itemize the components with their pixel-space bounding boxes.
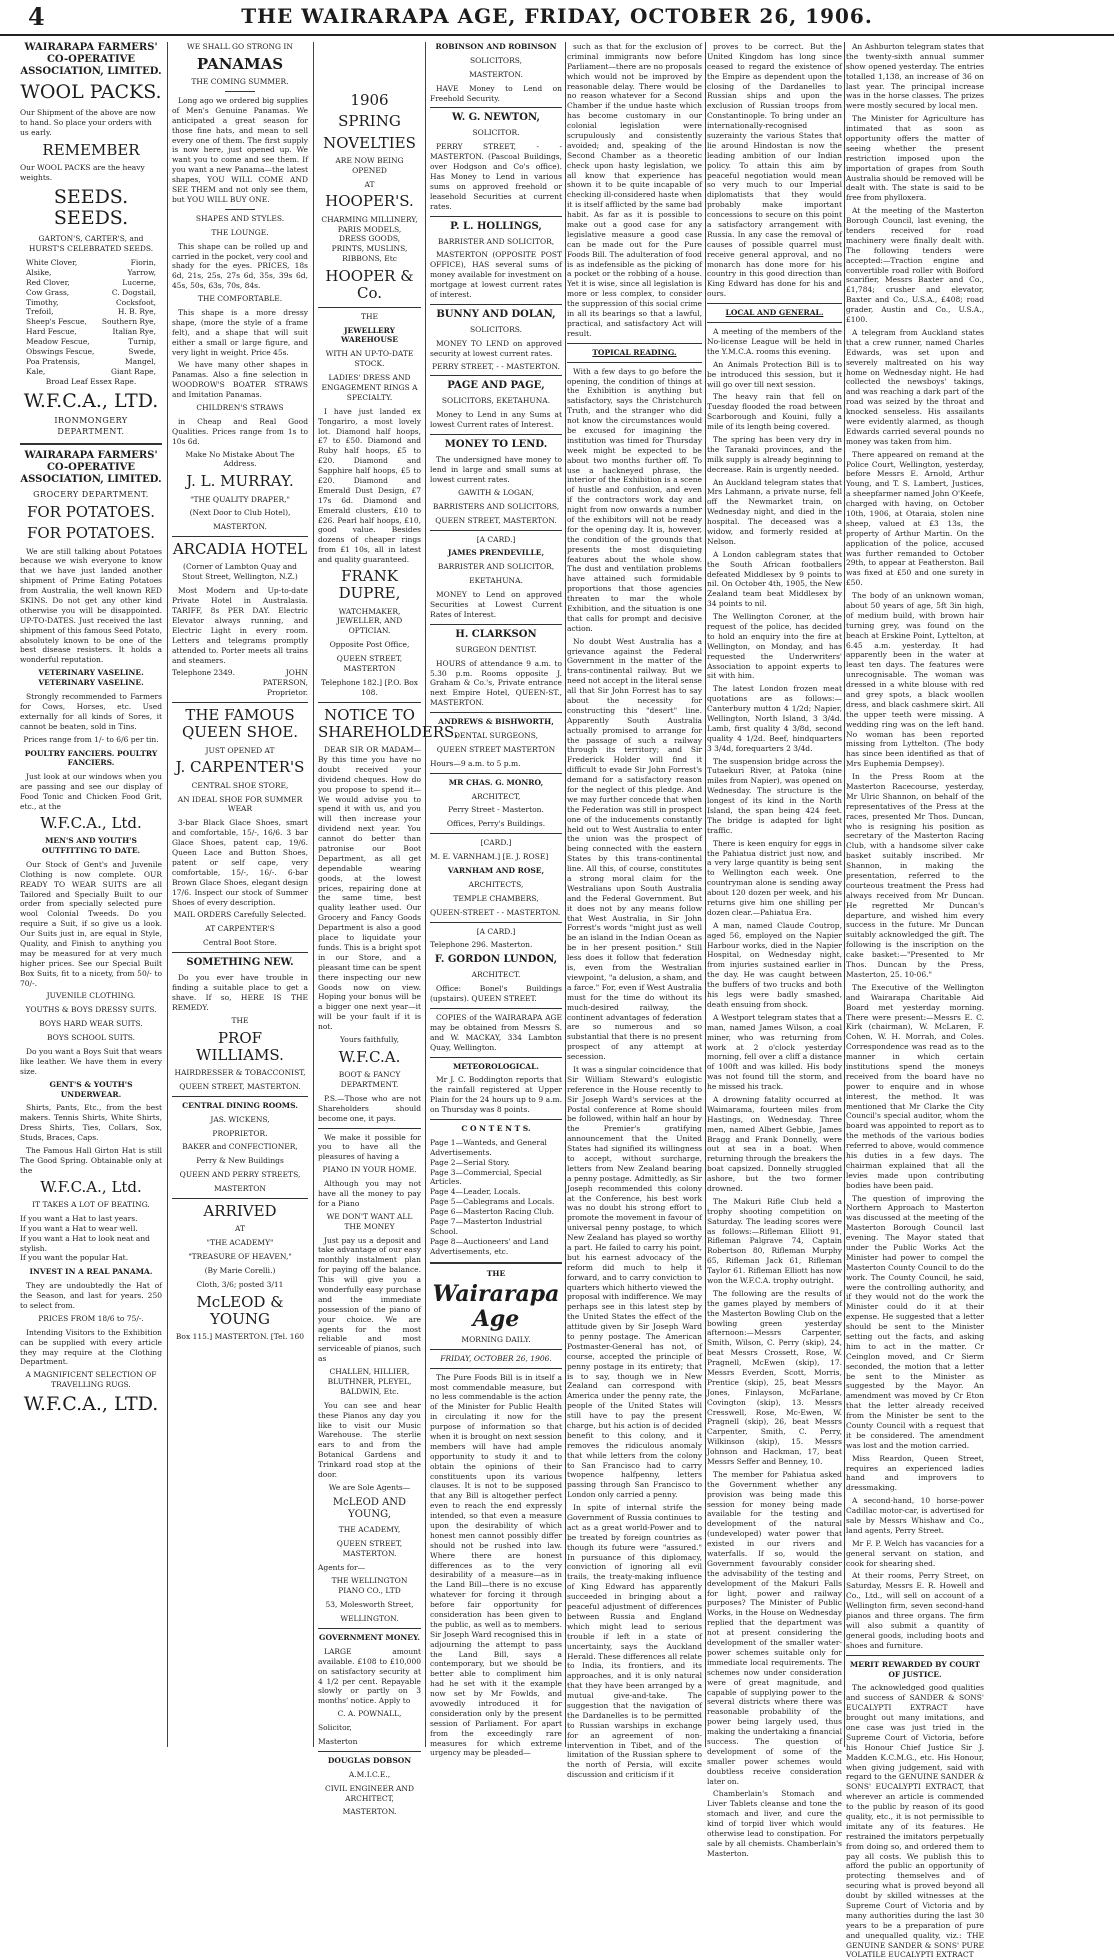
ad-heading: MR CHAS. G. MONRO, — [448, 777, 544, 787]
ad-subheading: SHAPES AND STYLES. — [195, 213, 285, 223]
ad-subheading: GROCERY DEPARTMENT. — [33, 489, 149, 499]
ad-body: QUEEN STREET, MASTERTON. — [435, 515, 557, 525]
hat-list: If you want a Hat to last years. If you want a Hat to wear well. If you want a Hat to look neat and stylish. If you want the popular Hat. — [20, 1213, 150, 1263]
ad-heading: REMEMBER — [42, 140, 140, 159]
ad-body: Opposite Post Office, — [329, 640, 410, 650]
ad-body: THE — [231, 1015, 249, 1025]
newspaper-title: THE WAIRARAPA AGE, FRIDAY, OCTOBER 26, 1906. — [241, 4, 873, 28]
ad-footer: Telephone 182.] [P.O. Box 108. — [320, 677, 419, 697]
ad-heading: VARNHAM AND ROSE, — [447, 865, 545, 875]
ad-subheading: BARRISTER AND SOLICITOR, — [437, 236, 555, 246]
ad-subheading: PIANO IN YOUR HOME. — [322, 1165, 417, 1175]
ad-subheading: BARRISTER AND SOLICITOR, — [437, 562, 555, 572]
ad-body: Perry Street - Masterton. — [448, 805, 544, 815]
ad-heading: W.F.C.A. — [338, 1047, 401, 1066]
ad-body: AT CARPENTER'S — [205, 924, 275, 934]
article-body: The Makuri Rifle Club held a trophy shooting competition on Saturday. The leading scores were as follows:—Rifleman Elliott 91, Rifleman Palgrave 74, Captain Robertson 80, Rifleman Murphy 65, Rifleman Jack 61, Rifleman Taylor 61. Rifleman Elliott has now won the W.F.C.A. trophy outright. — [707, 1196, 842, 1285]
article-body: At their rooms, Perry Street, on Saturday, Messrs E. R. Howell and Co., Ltd., will sell on account of a Wellington firm, seven second-hand pianos and three organs. The firm will also submit a quantity of general goods, including boots and shoes and furniture. — [846, 1571, 984, 1650]
ad-subheading: SOLICITORS, EKETAHUNA. — [441, 396, 551, 406]
ad-body: Cloth, 3/6; posted 3/11 — [196, 1279, 284, 1289]
ad-body: Although you may not have all the money to pay for a Piano — [318, 1179, 421, 1208]
ad-subheading: ARE NOW BEING OPENED — [335, 155, 404, 175]
ad-heading: HOOPER & Co. — [325, 267, 414, 303]
ad-body: [A CARD.] — [476, 534, 516, 544]
ad-heading: PAGE AND PAGE, — [447, 380, 545, 392]
ad-body: DEAR SIR OR MADAM— By this time you have no doubt received your dividend cheques. How do you propose to spend it—We would advise you to spend it with us, and you will then increase your dividend next year. You cannot do better than patronise our Boot Department, as all get dependable wearing goods, at the lowest prices, repairing done at the same time, best quality leather used. Our Grocery and Fancy Goods Department is also a good place to liquidate your funds. This is a bright spot in our Store, and a pleasant time can be spent there inspecting our new Goods now on view. Hoping your bonus will be a bigger one next year—it will be your fault if it is not. — [318, 745, 421, 1032]
ad-subheading: INVEST IN A REAL PANAMA. — [29, 1267, 153, 1277]
ad-heading: W.F.C.A., LTD. — [23, 389, 159, 412]
ad-body: Central Boot Store. — [203, 938, 277, 948]
article-body: It was a singular coincidence that Sir William Steward's eulogistic reference in the House recently to Sir Joseph Ward's services at the Postal conference at Rome should be followed, within half an hour by the Premier's gratifying announcement that the United States had signified its willingness to accept, without surcharge, letters from New Zealand bearing a penny postage. Admittedly, as Sir Joseph recommended this colony at the Conference, his best work was no doubt his strong effort to promote the movement in favour of universal penny postage, to which New Zealand has played so worthy a part. He failed to carry his point, but his earnest advocacy of the reform did much to help it forward, and to carry conviction to quarters which hitherto viewed the proposal with indifference. We may perhaps see in this latest step by the United States the effect of the attitude given by Sir Joseph Ward to penny postage. The American Postmaster-General has not, of course, accepted the principle of penny postage in its entirety; that is to say, though we in New Zealand can correspond with America under the penny rate, the people of the United States will still have to pay the present charge, but his action is of decided benefit to this colony, and it removes the ridiculous anomaly that while letters from the colony to San Francisco had to carry twopence halfpenny, letters passing through San Francisco to London only carried a penny. — [567, 1064, 702, 1500]
ad-heading: J. CARPENTER'S — [175, 758, 305, 777]
section-heading: METEOROLOGICAL. — [452, 1061, 539, 1071]
ad-subheading: IT TAKES A LOT OF BEATING. — [32, 1199, 150, 1209]
column-rule — [844, 42, 845, 1747]
ad-body: LARGE amount available. £108 to £10,000 on satisfactory security at 4 1/2 per cent. Repayable slowly or partly on 3 months' notice. Apply to — [318, 1646, 421, 1706]
ad-subheading: BOYS HARD WEAR SUITS. — [39, 1019, 143, 1029]
ad-body: Strongly recommended to Farmers for Cows, Horses, etc. Used externally for all kinds of Sores, it cannot be beaten, sold in Tins. — [20, 692, 162, 731]
ad-subheading: WATCHMAKER, JEWELLER, AND OPTICIAN. — [336, 606, 403, 636]
ad-body: [A CARD.] — [476, 926, 516, 936]
ad-body: Solicitor, — [318, 1723, 352, 1733]
article-body: The Minister for Agriculture has intimated that as soon as opportunity offers the matter of seeing whether the present restriction imposed upon the importation of grapes from South Australia should be removed will be dealt with. The state is said to be free from phylloxera. — [846, 114, 984, 203]
ad-heading: FOR POTATOES. — [26, 524, 156, 543]
ad-heading: FOR POTATOES. — [26, 503, 156, 522]
ad-heading: JAMES PRENDEVILLE, — [447, 548, 545, 558]
column-1 — [20, 42, 162, 1747]
article-body: With a few days to go before the opening, the condition of things at the Exhibition is anything but satisfactory, says the Christchurch Truth, and the stranger who did not know the circumstances would be excused for imagining the institution was timed for Thursday week might be expected to be about two months further off. To use a hackneyed phrase, the interior of the Exhibition is a scene of hustle and confusion, and even if the contractors work day and night from now onwards a number of the exhibitors will not be ready for the opening day. It is, however, the condition of the grounds that presents the most disquieting features about the whole show. The dust and ventilation problems have attained such formidable proportions that those agencies threaten to mar the whole Exhibition, and the situation is one that calls for prompt and decisive action. — [567, 366, 702, 633]
ad-body: I have just landed ex Tongariro, a most lovely lot. Diamond half hoops, £7 to £50. Diamond and Ruby half hoops, £5 to £20. Diamond and Sapphire half hoops, £5 to £20. Diamond and Emerald Dust Design, £7 17s 6d. Diamond and Emerald clusters, £10 to £26. Pearl half hoops, £10, good value. Besides dozens of cheaper rings from £1 10s, all in latest and quality guaranteed. — [318, 406, 421, 565]
contents-list: Page 1—Wanteds, and General Advertisements. Page 2—Serial Story. Page 3—Commercial, Special Articles. Page 4—Leader, Locals. Page 5—Cablegrams and Locals. Page 6—Masterton Racing Club. Page 7—Masterton Industrial School. Page 8—Auctioneers' and Land Advertisements, etc. — [430, 1137, 555, 1256]
ad-subheading: GARTON'S, CARTER'S, and HURST'S CELEBRATED SEEDS. — [28, 234, 154, 254]
ad-body: THE — [360, 311, 379, 321]
ad-body: QUEEN STREET, MASTERTON. — [336, 1538, 403, 1558]
ad-body: Money to Lend in any Sums at lowest Current rates of Interest. — [430, 410, 562, 430]
ad-subheading: JUST OPENED AT — [205, 745, 275, 755]
ad-body: AT — [364, 179, 375, 189]
ad-body: BAKER and CONFECTIONER, — [182, 1142, 298, 1152]
ad-body: Just look at our windows when you are passing and see our display of Food Tonic and Chicken Food Grit, etc., at the — [20, 772, 162, 811]
ad-subheading: VETERINARY VASELINE. VETERINARY VASELINE. — [38, 668, 144, 688]
ad-subheading: YOUTHS & BOYS DRESSY SUITS. — [25, 1005, 157, 1015]
article-body: Chamberlain's Stomach and Liver Tablets cleanse and tone the stomach and liver, and cure the kind of torpid liver which would otherwise lead to constipation. For sale by all chemists. Chamberlain's Masterton. — [707, 1789, 842, 1858]
ad-subheading: ARCHITECT, — [471, 791, 521, 801]
ad-body: in Cheap and Real Good Qualities. Prices range from 1s to 10s 6d. — [172, 416, 308, 446]
ad-body: MASTERTON. — [342, 1807, 397, 1817]
section-heading: THE — [486, 1268, 506, 1278]
ad-body: Just pay us a deposit and take advantage of our easy monthly instalment plan for paying off the balance. This will give you a wonderfully easy purchase and the immediate possession of the piano of your choice. We are agents for the most reliable and most serviceable of pianos, such as — [318, 1235, 421, 1364]
ad-body: Our Stock of Gent's and Juvenile Clothing is now complete. OUR READY TO WEAR SUITS are all Tailored and Specially Built to our order from specially selected pure wool Colonial Tweeds. Do you require a Suit, if so give us a look. Our Suits just in, are equal in Style, Quality, and Finish to anything you may be measured for at very much higher prices. See our Special Built Box Suits, fit to a nicety, from 50/- to 70/-. — [20, 859, 162, 988]
ad-heading: H. CLARKSON — [455, 628, 537, 640]
ad-heading: McLEOD AND YOUNG, — [332, 1496, 407, 1520]
ad-body: 3-bar Black Glace Shoes, smart and comfortable, 15/-, 16/6. 3 bar Glace Shoes, patent cap, 19/6. Queen Lace and Button Shoes, patent or self cape, very comfortable, 15/-, 16/-. 6-bar Brown Glace Shoes, elegant design 17/6. Inspect our stock of Summer Shoes of every description. — [172, 818, 308, 907]
ad-subheading: CENTRAL SHOE STORE, — [191, 780, 289, 790]
ad-body: WELLINGTON. — [340, 1614, 399, 1624]
ad-body: This shape can be rolled up and carried in the pocket, very cool and shady for the eyes. PRICES, 18s 6d, 21s, 25s, 27s 6d, 35s, 39s 6d, 45s, 50s, 63s, 70s, 84s. — [172, 241, 308, 291]
ad-body: MASTERTON (OPPOSITE POST OFFICE), HAS several sums of money available for investment on mortgage at lowest current rates of interest. — [430, 250, 562, 300]
ad-heading: McLEOD & YOUNG — [196, 1292, 284, 1328]
ad-subheading: SOLICITORS. — [470, 324, 522, 334]
ad-subheading: SURGEON DENTIST. — [455, 644, 537, 654]
ad-body: Offices, Perry's Buildings. — [446, 819, 546, 829]
ad-body: BARRISTERS AND SOLICITORS, — [432, 501, 560, 511]
article-body: The body of an unknown woman, about 50 years of age, 5ft 3in high, of medium build, with brown hair turning grey, was found on the beach at Erskine Point, Lyttelton, at 6.45 a.m. yesterday. It had apparently been in the water at least ten days. The features were unrecognisable. The woman was dressed in a white blouse with red and grey spots, a black woollen dress, and black cashmere skirt. All the upper teeth were missing. A wedding ring was on the left hand. No woman has been reported missing from Lyttelton. (The body has since been identified as that of Mrs Euphemia Dempsey). — [846, 591, 984, 769]
column-7 — [846, 42, 984, 1960]
article-body: A London cablegram states that the South African footballers defeated Middlesex by 9 points to nil. On October 4th, 1905, the New Zealand team beat Middlesex by 34 points to nil. — [707, 549, 842, 609]
ad-subheading: WE DON'T WANT ALL THE MONEY — [326, 1211, 413, 1231]
ad-subheading: WITH AN UP-TO-DATE STOCK. — [325, 349, 414, 369]
ad-heading: ARRIVED — [203, 1202, 277, 1221]
ad-body: MONEY to Lend on approved Securities at Lowest Current Rates of Interest. — [430, 590, 562, 619]
article-body: A Westport telegram states that a man, named James Wilson, a coal miner, who was returning from work at 2 o'clock yesterday morning, fell over a cliff a distance of 100ft and was killed. His body was not found till the storm, and he missed his track. — [707, 1012, 842, 1092]
ad-body: THE ACADEMY, — [338, 1524, 401, 1534]
issue-date: FRIDAY, OCTOBER 26, 1906. — [440, 1353, 552, 1363]
article-body: There appeared on remand at the Police Court, Wellington, yesterday, before Messrs E. Arnold, Arthur Young, and T. S. Lambert, Justices, a sheepfarmer named John O'Keefe, charged with having, on October 10th, 1906, at Otaraia, stolen nine sheep, valued at £3 13s, the property of Arthur Martin. On the application of the police, accused was further remanded to October 29th, to appear at Featherston. Bail was fixed at £50 and one surety in £50. — [846, 449, 984, 588]
ad-body: P.S.—Those who are not Shareholders should become one, it pays. — [318, 1093, 421, 1123]
article-body: proves to be correct. But the United Kingdom has long since ceased to regard the existence of the Empire as dependent upon the closing of the Dardanelles to Russian ships and upon the exclusion of Russian troops from Constantinople. To bring under an internationally-recognised suzerainty the various States that lie around Hindostan is now the leading ambition of our Indian policy. To attain this aim by peaceful negotiation would mean so very much to our Imperial diplomatists that they would probably make important concessions to secure on this point a satisfactory arrangement with Russia. In any case the removal of causes of possible quarrel must receive general approval, and no monarch has done more for his country in this good direction than King Edward has done for his and ours. — [707, 42, 842, 299]
article-body: A man, named Claude Coutrop, aged 56, employed on the Napier Harbour works, died in the Napier Hospital, on Wednesday night, from injuries sustained earlier in the day. He was caught between the buffers of two trucks and both his legs were badly smashed, death ensuing from shock. — [707, 920, 842, 1009]
ad-subheading: LADIES' DRESS AND ENGAGEMENT RINGS A SPECIALTY. — [321, 373, 418, 402]
ad-heading: ARCADIA HOTEL — [172, 540, 308, 559]
ad-subheading: ARCHITECT. — [471, 970, 521, 980]
ad-body: (Corner of Lambton Quay and Stout Street, Wellington, N.Z.) — [182, 562, 298, 582]
ad-subheading: CHALLEN, HILLIER, BLUTHNER, PLEYEL, BALDWIN, Etc. — [327, 1367, 412, 1396]
ad-heading: W.F.C.A., Ltd. — [40, 1177, 142, 1196]
column-4 — [430, 42, 562, 1758]
ad-heading: NOTICE TO SHAREHOLDERS. — [318, 705, 459, 741]
article-body: such as that for the exclusion of criminal immigrants now before Parliament—there are no proposals which would not be improved by reasonable delay. There would be no reason whatever for a Second Chamber if the undue haste which has become customary in our colonial legislation were scrupulously and consistently avoided; and, speaking of the Second Chamber as a theoretic check upon hasty legislation, we all know that experience has shown it to be quite incapable of checking ill-considered haste when it is itself afflicted by the same bad habit. As far as it is possible to make out a good case for any legislative measure a good case can be made out for the Pure Foods Bill. The adulteration of food is as indefensible as the picking of a pocket or the robbing of a house. Yet it is wise, since all legislation is more or less complex, to consider the suppression of this social crime in all its bearings so that a lawful, practical, and satisfactory Act will result. — [567, 42, 703, 338]
ad-body: Our Shipment of the above are now to hand. So place your orders with us early. — [20, 107, 156, 137]
ad-body: (Next Door to Club Hotel), — [189, 508, 291, 518]
ad-body: Agents for— — [318, 1562, 366, 1572]
ad-body: Make No Mistake About The Address. — [185, 449, 295, 469]
ad-subheading: GENT'S & YOUTH'S UNDERWEAR. — [49, 1079, 133, 1099]
article-body: The spring has been very dry in the Taranaki provinces, and the milk supply is already beginning to decrease. Rain is urgently needed. — [707, 434, 842, 474]
ad-heading: FRANK DUPRE, — [338, 567, 401, 603]
ad-heading: BUNNY AND DOLAN, — [436, 308, 556, 320]
ad-body: QUEEN-STREET - - MASTERTON. — [430, 907, 561, 917]
article-body: The question of improving the Northern Approach to Masterton was discussed at the meeting of the Masterton Borough Council last evening. The Mayor stated that under the Public Works Act the Minister had power to compel the Masterton County Council to do the work. The County Council, he said, were the controlling authority, and if they would not do the work the Minister could do it at their expense. He suggested that a letter should be sent to the Minister setting out the facts, and asking him to act in the matter. Cr Ceinglon moved, and Cr Sierm seconded, the motion that a letter be sent to the Minister as suggested by the Mayor. An amendment was moved by Cr Eton that the letter already received from the Minister be sent to the County Council with a request that it be considered. The amendment was lost and the motion carried. — [846, 1193, 984, 1450]
ad-body: Shirts, Pants, Etc., from the best makers. Tennis Shirts, White Shirts, Dress Shirts, Ties, Collars, Sox, Studs, Braces, Caps. — [20, 1103, 162, 1143]
ad-body: Perry & New Buildings — [196, 1156, 284, 1166]
ad-subheading: POULTRY FANCIERS. POULTRY FANCIERS. — [24, 748, 158, 768]
wfa-header: WAIRARAPA FARMERS' CO-OPERATIVE ASSOCIATION, LIMITED. — [20, 42, 162, 77]
ad-body: MONEY TO LEND on approved security at lowest current rates. — [430, 338, 562, 358]
ad-heading: SPRING — [338, 112, 401, 131]
paper-nameplate: Wairarapa Age — [432, 1281, 560, 1332]
article-body: The Wellington Coroner, at the request of the police, has decided to hold an enquiry into the fire at Wellington, on Monday, and has requested the Underwriters' Association to appoint experts to sit with him. — [707, 612, 842, 681]
article-body: An Ashburton telegram states that the twenty-sixth annual summer show opened yesterday. The entries totalled 1,138, an increase of 36 on last year. The principal increase was in the horse classes. The prizes were mostly secured by local men. — [846, 42, 984, 111]
article-body: A meeting of the members of the No-license League will be held in the Y.M.C.A. rooms this evening. — [707, 327, 842, 356]
article-body: A drowning fatality occurred at Waimarama, fourteen miles from Hastings, on Wednesday. Three men, named Albert Gebbie, James Bragg and Frank Donnelly, were out at sea in a boat. When returning through the breakers the boat capsized. Donnelly struggled ashore, but the two former drowned. — [707, 1094, 842, 1193]
ad-heading: W.F.C.A., Ltd. — [40, 813, 142, 832]
ad-body: They are undoubtedly the Hat of the Season, and last for years. 250 to select from. — [20, 1281, 162, 1310]
ad-body: MASTERTON. — [213, 522, 267, 532]
ad-body: You can see and hear these Pianos any day you like to visit our Music Warehouse. The sterlie ears to and from the Botanical Gardens and Trinkard road stop at the door. — [318, 1400, 421, 1480]
ad-body: M. E. VARNHAM.] [E. J. ROSE] — [430, 852, 549, 862]
column-6 — [707, 42, 842, 1858]
ad-heading: F. GORDON LUNDON, — [434, 954, 558, 966]
ad-subheading: BOYS SCHOOL SUITS. — [46, 1033, 136, 1043]
ad-heading: SOMETHING NEW. — [186, 957, 294, 969]
page-number: 4 — [28, 2, 45, 31]
article-body: Miss Reardon, Queen Street, requires an experienced ladies hand and improvers to dressmaking. — [846, 1453, 984, 1493]
ad-body: MASTERTON. — [469, 69, 523, 79]
ad-heading: PANAMAS — [196, 54, 284, 73]
column-5 — [567, 42, 703, 1780]
ad-heading: W.F.C.A., LTD. — [23, 1393, 159, 1416]
seed-list: White Clover, Fiorin, Alsike, Yarrow, Red Clover, Lucerne, Cow Grass, C. Dogstail, Timothy, Cocksfoot, Trefoil, H. B. Rye, Sheep's Fescue, Southern Rye, Hard Fescue, Italian Rye, Meadow Fescue, Turnip, Obswings Fescue, Swede, Poa Pratensis, Mangel, Kale, Giant Rape, Broad Leaf Essex Rape. — [26, 258, 156, 386]
column-3 — [318, 42, 459, 1817]
column-2 — [172, 42, 308, 1747]
ad-body: We are Sole Agents— — [328, 1482, 411, 1492]
ad-heading: MONEY TO LEND. — [444, 439, 548, 451]
article-body: No doubt West Australia has a grievance against the Federal Government in the matter of the trans-continental railway. But we need not accept in the literal sense all that Sir John Forrest has to say about the necessity for constructing this "desert" line. Apparently South Australia actually promised to arrange for the passage of such a railway through its territory; and Sir Frederick Holder will find it difficult to evade Sir John Forrest's demand for a satisfactory reason for the neglect of this pledge. And we may further concede that when the Federation was still in prospect one of the inducements constantly held out to West Australia to enter the union was the prospect of being connected with the eastern States by this trans-continental line. All this, of course, constitutes a strong moral claim for the Westralians upon South Australia and the Federal Government. But it does not by any means follow that West Australia, in Sir John Forrest's words "might just as well be an island in the Indian Ocean as be in her present position." Still less does it follow that federation is, even from the Westralian viewpoint, "a delusion, a sham, and a farce." For, even if West Australia must for the time do without its much-desired railway, the continent advantages of federation are so numerous and so substantial that there is no present prospect of any attempt at secession. — [567, 636, 702, 1062]
ad-body: AT — [234, 1224, 245, 1234]
section-heading: TOPICAL READING. — [592, 347, 677, 357]
ad-body: Yours faithfully, — [340, 1034, 399, 1044]
article-body: The following are the results of the games played by members of the Masterton Bowling Club on the bowling green yesterday afternoon:—Messrs Carpenter, Smith, Wilson, C. Perry (skip), 24, beat Messrs Crossett, Rose, W. Pragnell, McEwen (skip), 17. Messrs Everden, Scott, Morris, Prentice (skip), 25, beat Messrs Jones, Finlayson, McFarlane, Covington (skip), 13. Messrs Cresswell, Rose, Mc-Ewen, W. Pragnell (skip), 26, beat Messrs Carpenter, Smith, C. Perry, Wilkinson (skip), 15. Messrs Johnson and Hackman, 17, beat Messrs Seffer and Benney, 10. — [707, 1288, 842, 1467]
ad-subheading: IRONMONGERY DEPARTMENT. — [54, 416, 128, 436]
ad-heading: CENTRAL DINING ROOMS. — [182, 1100, 298, 1110]
ad-body: C. A. POWNALL, — [337, 1709, 402, 1719]
ad-body: CIVIL ENGINEER AND ARCHITECT, — [325, 1783, 414, 1803]
ad-footer: Box 115.] MASTERTON. [Tel. 160 — [175, 1332, 305, 1342]
ad-subheading: BOOT & FANCY DEPARTMENT. — [338, 1070, 401, 1089]
article-body: An Auckland telegram states that Mrs Lahmann, a private nurse, fell off the Newmarket train, on Wednesday night, and died in the hospital. The deceased was a widow, and formerly resided at Nelson. — [707, 477, 842, 546]
ad-heading: NOVELTIES — [323, 133, 416, 152]
ad-list: CHARMING MILLINERY, PARIS MODELS, DRESS GOODS, PRINTS, MUSLINS, RIBBONS, Etc — [321, 214, 418, 264]
ad-body: THE WELLINGTON PIANO CO., LTD — [331, 1576, 408, 1596]
ad-subheading: JUVENILE CLOTHING. — [46, 991, 136, 1001]
article-body: In the Press Room at the Masterton Racecourse, yesterday, Mr Ulric Shannon, on behalf of the representatives of the Press at the races, presented Mr Thos. Duncan, who is resigning his position as secretary of the Masterton Racing Club, with a handsome silver cake basket suitably inscribed. Mr Shannon, in making the presentation, referred to the courteous treatment the Press had always received from Mr Duncan. He regretted Mr Duncan's departure, and wished him every success in the future. Mr Duncan suitably acknowledged the gift. The following is the inscription on the cake basket:—"Presented to Mr Thos. Duncan by the Press, Masterton, 25. 10-06." — [846, 772, 984, 979]
article-body: At the meeting of the Masterton Borough Council, last evening, the tenders received for road machinery were finally dealt with. The following tenders were accepted:—Traction engine and convertible road roller with Boiford scarifier, Messrs Baxter and Co., £1,784; crusher and elevator, Baxter and Co., U.S.A., £408; road grader, Austin and Co., U.S.A., £100. — [846, 206, 984, 325]
ad-body: We have many other shapes in Panamas. Also a fine selection in WOODROW'S BOATER STRAWS and Imitation Panamas. — [172, 360, 308, 400]
ad-body: PRICES FROM 18/6 to 75/-. — [38, 1313, 144, 1323]
ad-body: GAWITH & LOGAN, — [458, 487, 534, 497]
ad-heading: 1906 — [350, 91, 389, 109]
article-body: There is keen enquiry for eggs in the Pahiatua district just now, and a very large quantity is being sent to Wellington each week. One countryman alone is sending away about 120 dozen per week, and his returns give him one shilling per dozen clear.—Pahiatua Era. — [707, 838, 842, 917]
section-heading: MORNING DAILY. — [461, 1334, 531, 1344]
ad-body: PERRY STREET, - - MASTERTON. — [431, 361, 560, 371]
ad-subheading: THE LOUNGE. — [211, 227, 269, 237]
ad-body: The Famous Hall Girton Hat is still The Good Spring. Obtainable only at the — [20, 1146, 162, 1175]
article-body: Mr J. C. Boddington reports that the rainfall registered at Upper Plain for the 24 hours up to 9 a.m. on Thursday was 8 points. — [430, 1075, 562, 1115]
ad-subheading: SOLICITOR. — [472, 128, 520, 138]
ad-body: MASTERTON — [214, 1184, 266, 1194]
ad-heading: THE FAMOUS QUEEN SHOE. — [181, 706, 299, 742]
ad-body: MAIL ORDERS Carefully Selected. — [173, 910, 307, 920]
ad-body: Do you ever have trouble in finding a suitable place to get a shave. If so, HERE IS THE REMEDY. — [172, 973, 308, 1012]
ad-subheading: AN IDEAL SHOE FOR SUMMER WEAR — [177, 794, 303, 814]
ad-body: QUEEN AND PERRY STREETS, — [179, 1170, 301, 1180]
ad-heading: ANDREWS & BISHWORTH, — [438, 717, 554, 727]
ad-subheading: HAIRDRESSER & TOBACCONIST, — [174, 1068, 306, 1078]
section-heading: LOCAL AND GENERAL. — [725, 308, 824, 318]
ad-heading: HOOPER'S. — [325, 192, 414, 211]
ad-body: This shape is a more dressy shape, (more the style of a frame felt), and a shape that will suit either a small or large figure, and very light in weight. Price 45s. — [172, 307, 308, 357]
ad-footer: Telephone 2349. JOHN PATERSON, Proprietor. — [172, 668, 308, 698]
article-body: The Executive of the Wellington and Wairarapa Charitable Aid Board met yesterday morning. There were present:—Messrs E. C. Kirk (chairman), W. McLaren, F. Cohen, W. H. Morrah, and Coles. Correspondence was read as to the manner in which certain institutions spend the moneys received from the board have no power to enquire and in whose interest, the method. It was mentioned that Mr Clarke the City Council's special auditor, whom the board was appointed to report as to the methods of the various bodies referred to above, would commence his duties in a few days. The chairman explained that all the levies made upon contributing bodies have been paid. — [846, 982, 984, 1190]
leader-body: The Pure Foods Bill is in itself a most commendable measure, but no less commendable is the action of the Minister for Public Health in circulating it now for the purpose of information so that when it is brought on next session members will have had ample opportunity to study it and to obtain the opinions of their constituents upon its various clauses. It is not to be supposed that any Bill is altogether perfect even to reach the end expressly intended, so that even a measure upon the desirability of which honest men cannot possibly differ should not be rushed into law. Where there are honest differences as to the very desirability of a measure—as in the Land Bill—there is no excuse whatever for forcing it through before fair opportunity for consideration has been given to the public, as well as to members. Sir Joseph Ward recognised this in adjourning the attempt to pass the Land Bill, says a contemporary, but we should be better able to compliment him had he set with it the example now set by Mr Fowlds, and avowedly introduced it for consideration only by the present session of Parliament. For apart from the exceedingly rare measures for which extreme urgency may be pleaded— — [430, 1372, 562, 1758]
article-body: A telegram from Auckland states that a crew runner, named Charles Edwards, was set upon and severely maltreated on his way home on Wednesday night. He had collected the newsboys' takings, and was reaching a dark part of the road was seized by the throat and knocked senseless. His assailants were evidently alarmed, as though Edwards carried several pounds no money was taken from him. — [846, 327, 984, 446]
ad-heading: ROBINSON AND ROBINSON — [435, 42, 557, 51]
section-heading: C O N T E N T S. — [461, 1124, 531, 1134]
article-body: The latest London frozen meat quotations are as follows:—Canterbury mutton 4 1/2d; Napier, Wellington, North Island, 3 3/4d. Lamb, first quality 4 3/8d, second quality 4 1/2d. Beef, hindquarters 3 3/4d, forequarters 2 3/4d. — [707, 684, 842, 753]
ad-heading: J. L. MURRAY. — [186, 472, 294, 491]
ad-heading: GOVERNMENT MONEY. — [319, 1632, 420, 1642]
article-body: The acknowledged good qualities and success of SANDER & SONS' EUCALYPTI EXTRACT have brought out many imitations, and one case was just tried in the Supreme Court of Victoria, before his Honour Chief Justice Sir J. Madden K.C.M.G., etc. His Honour, when giving judgement, said with regard to the GENUINE SANDER & SONS' EUCALYPTI EXTRACT, that wherever an article is commended to the public by reason of its good quality, etc., it is not permissible to imitate any of its features. He restrained the imitators perpetually from doing so, and ordered them to pay all costs. We publish this to afford the public an opportunity of protecting themselves and of securing what is proved beyond all doubt by skilled witnesses at the Supreme Court of Victoria and by many authorities during the last 30 years to be a preparation of pure and unequalled quality, viz.: THE GENUINE SANDER & SONS' PURE VOLATILE EUCALYPTI EXTRACT — [846, 1683, 984, 1960]
section-heading: MERIT REWARDED BY COURT OF JUSTICE. — [849, 1659, 981, 1679]
article-body: An Animals Protection Bill is to be introduced this session, but it will go over till next session. — [707, 359, 842, 389]
ad-subheading: ARCHITECTS, — [468, 879, 524, 889]
notice-body: COPIES of the WAIRARAPA AGE may be obtained from Messrs S. and W. MACKAY, 334 Lambton Quay, Wellington. — [430, 1013, 562, 1052]
ad-subheading: DENTAL SURGEONS, — [454, 730, 538, 740]
masthead — [0, 0, 1114, 36]
ad-body: QUEEN STREET, MASTERTON — [336, 654, 403, 673]
ad-heading: SEEDS. SEEDS. — [53, 185, 129, 230]
ad-body: HOURS of attendance 9 a.m. to 5.30 p.m. Rooms opposite J. Graham & Co.'s, Private entrance next Empire Hotel, QUEEN-ST., MASTERTON. — [430, 658, 562, 708]
ad-heading: PROF WILLIAMS. — [196, 1028, 284, 1064]
ad-subheading: THE COMFORTABLE. — [197, 294, 283, 304]
ad-body: Hours—9 a.m. to 5 p.m. — [430, 758, 521, 768]
ad-heading: P. L. HOLLINGS, — [450, 220, 542, 232]
ad-body: The undersigned have money to lend in large and small sums at lowest current rates. — [430, 455, 562, 484]
ad-body: QUEEN STREET MASTERTON — [436, 744, 556, 754]
column-rule — [167, 42, 168, 1747]
ad-body: Prices range from 1/- to 6/6 per tin. — [23, 734, 159, 744]
ad-body: JAS. WICKENS, — [210, 1114, 270, 1124]
ad-heading: DOUGLAS DOBSON — [327, 1755, 412, 1765]
ad-body: PERRY STREET, - - MASTERTON. (Pascoal Buildings, over Hodgson and Co's office). Has Money to Lend in various sums on approved freehold or leasehold Securities at current rates. — [430, 142, 562, 211]
ad-body: Intending Visitors to the Exhibition can be supplied with every article they may require at the Clothing Department. — [20, 1327, 162, 1367]
ad-subheading: WE SHALL GO STRONG IN — [187, 42, 293, 51]
ad-subheading: MEN'S AND YOUTH'S OUTFITTING TO DATE. — [41, 836, 141, 855]
ad-heading: W. G. NEWTON, — [452, 112, 540, 124]
article-body: The heavy rain that fell on Tuesday flooded the road between Scarborough and Kouini, fully a mile of its length being covered. — [707, 392, 842, 432]
column-rule — [425, 42, 426, 1747]
wfa-header: WAIRARAPA FARMERS' CO-OPERATIVE ASSOCIATION, LIMITED. — [20, 449, 162, 485]
ad-heading: WOOL PACKS. — [20, 81, 162, 103]
column-rule — [565, 42, 566, 1747]
ad-subheading: A MAGNIFICENT SELECTION OF TRAVELLING RUGS. — [25, 1370, 157, 1390]
article-body: A second-hand, 10 horse-power Cadillac motor-car, is advertised for sale by Messrs Whishaw and Co., land agents, Perry Street. — [846, 1496, 984, 1535]
ad-body: [CARD.] — [480, 838, 512, 848]
ad-body: We make it possible for you to have all the pleasures of having a — [318, 1132, 421, 1162]
article-body: Mr F. P. Welch has vacancies for a general servant on station, and cook for shearing shed. — [846, 1538, 984, 1568]
ad-body: Office: Bonel's Buildings (upstairs). QUEEN STREET. — [430, 984, 562, 1004]
ad-subheading: CHILDREN'S STRAWS — [196, 402, 284, 412]
ad-subheading: SOLICITORS, — [470, 55, 522, 65]
article-body: The member for Pahiatua asked the Government whether any provision was being made this session for money being made available for the testing and development of the natural (undeveloped) water power that existed in our rivers and waterfalls. If so, would the Government favourably consider the advisability of the testing and development of the Makuri Falls for light, power and railway purposes? The Minister of Public Works, in the House on Wednesday replied that the department was not at present considering the development of the smaller water-power schemes suitable only for immediate local requirements. The schemes now under consideration were of great magnitude, and capable of supplying power to the several districts where there was reasonable probability of the power being largely used, thus making the undertaking a financial success. The question of development of some of the smaller power schemes would doubtless receive consideration later on. — [707, 1469, 842, 1786]
ad-body: A.M.I.C.E., — [348, 1769, 391, 1779]
ad-body: We are still talking about Potatoes because we wish everyone to know that we have just landed another shipment of Prime Eating Potatoes from Australia, the well known RED SKINS. Do not get any other kind otherwise you will be disappointed. UP-TO-DATES. Just received the last shipment of this famous Seed Potato, absolutely known to be one of the best disease resisters. It holds a wonderful reputation. — [20, 546, 162, 665]
ad-body: HAVE Money to Lend on Freehold Security. — [430, 83, 562, 103]
ad-body: QUEEN STREET, MASTERTON. — [179, 1081, 301, 1091]
article-body: The suspension bridge across the Tutaekuri River, at Patoka (nine miles from Napier), was opened on Wednesday. The structure is the longest of its kind in the North Island, the span being 424 feet. The bridge is adapted for light traffic. — [707, 756, 842, 835]
ad-body: PROPRIETOR. — [212, 1128, 268, 1138]
ad-subheading: "THE QUALITY DRAPER," — [190, 494, 290, 504]
ad-body: Long ago we ordered big supplies of Men's Genuine Panamas. We anticipated a great season for those fine hats, and mean to sell every one of them. The first supply is now here, just opened up. We want you to come and see them. If you want a new Panama—the latest shapes, YOU WILL COME AND SEE THEM and not only see them, but YOU WILL BUY ONE. — [172, 96, 308, 204]
ad-body: Telephone 296. Masterton. — [430, 940, 533, 950]
ad-subheading: EKETAHUNA. — [469, 576, 523, 586]
ad-body: 53, Molesworth Street, — [325, 1600, 414, 1610]
ad-subheading: THE COMING SUMMER. — [191, 77, 289, 87]
article-body: In spite of internal strife the Government of Russia continues to act as a great world-Power and to be treated by foreign countries as though its future were "assured." In pursuance of this diplomacy, conviction of ignoring all evil trails, the treaty-making influence of King Edward has apparently succeeded in bringing about a peaceful adjustment of differences between Russia and England which might lead to serious trouble if left in a state of uncertainty, says the Auckland Herald. These differences all relate to India, its frontiers, and its approaches, and it is only natural that they have been arranged by a mutual give-and-take. The suggestion that the navigation of the Dardanelles is to be permitted to Russian warships in exchange for an agreement of non-intervention in Tibet, and of the limitation of the Russian sphere to the north of Persia, will excite discussion and criticism if it — [567, 1503, 702, 1780]
ad-body: Do you want a Boys Suit that wears like leather. We have them in every size. — [20, 1047, 162, 1076]
ad-body: (By Marie Corelli.) — [204, 1265, 276, 1275]
ad-body: "THE ACADEMY" — [206, 1238, 274, 1248]
ad-heading: JEWELLERY WAREHOUSE — [340, 325, 398, 345]
ad-body: TEMPLE CHAMBERS, — [453, 893, 539, 903]
ad-body: Our WOOL PACKS are the heavy weights. — [20, 162, 145, 182]
column-rule — [705, 42, 706, 1747]
ad-body: Most Modern and Up-to-date Private Hotel in Australasia. TARIFF, 8s PER DAY. Electric Elevator always running, and Electric Light in every room. Letters and telegrams promptly attended to. Porter meets all trains and steamers. — [172, 586, 308, 665]
ad-subheading: "TREASURE OF HEAVEN," — [188, 1252, 292, 1262]
column-rule — [313, 42, 314, 1747]
ad-body: Masterton — [318, 1736, 358, 1746]
